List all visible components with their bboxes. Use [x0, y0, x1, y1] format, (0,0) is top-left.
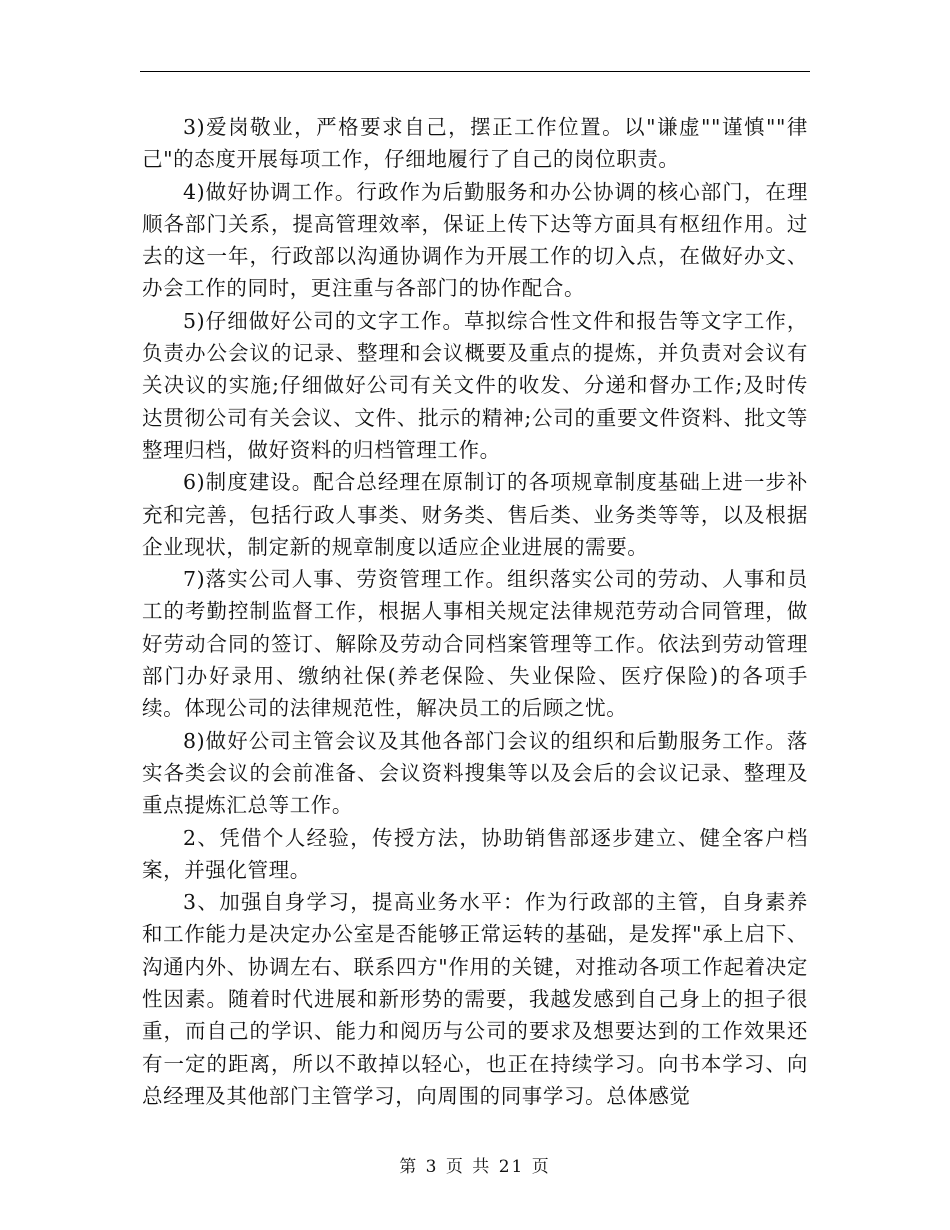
paragraph-8-meetings: 8)做好公司主管会议及其他各部门会议的组织和后勤服务工作。落实各类会议的会前准备、会议资料搜集等以及会后的会议记录、整理及重点提炼汇总等工作。 — [142, 728, 808, 818]
paragraph-6-regulations: 6)制度建设。配合总经理在原制订的各项规章制度基础上进一步补充和完善，包括行政人事类、财务类、售后类、业务类等等，以及根据企业现状，制定新的规章制度以适应企业进展的需要。 — [142, 470, 808, 559]
paragraph-5-documentation: 5)仔细做好公司的文字工作。草拟综合性文件和报告等文字工作，负责办公会议的记录、整理和会议概要及重点的提炼，并负责对会议有关决议的实施;仔细做好公司有关文件的收发、分递和督办工作;及时传达贯彻公司有关会议、文件、批示的精神;公司的重要文件资料、批文等整理归档，做好资料的归档管理工作。 — [142, 308, 808, 462]
header-rule — [140, 71, 810, 72]
paragraph-2-customer-files: 2、凭借个人经验，传授方法，协助销售部逐步建立、健全客户档案，并强化管理。 — [142, 825, 808, 882]
paragraph-4-coordination: 4)做好协调工作。行政作为后勤服务和办公协调的核心部门，在理顺各部门关系，提高管理效率，保证上传下达等方面具有枢纽作用。过去的这一年，行政部以沟通协调作为开展工作的切入点，在做好办文、办会工作的同时，更注重与各部门的协作配合。 — [142, 179, 808, 301]
paragraph-7-personnel: 7)落实公司人事、劳资管理工作。组织落实公司的劳动、人事和员工的考勤控制监督工作，根据人事相关规定法律规范劳动合同管理，做好劳动合同的签订、解除及劳动合同档案管理等工作。依法到劳动管理部门办好录用、缴纳社保(养老保险、失业保险、医疗保险)的各项手续。体现公司的法律规范性，解决员工的后顾之忧。 — [142, 567, 808, 721]
paragraph-3-dedication: 3)爱岗敬业，严格要求自己，摆正工作位置。以"谦虚""谨慎""律己"的态度开展每项工作，仔细地履行了自己的岗位职责。 — [142, 115, 808, 172]
document-body — [142, 111, 808, 1112]
paragraph-3-self-study: 3、加强自身学习，提高业务水平：作为行政部的主管，自身素养和工作能力是决定办公室是否能够正常运转的基础，是发挥"承上启下、沟通内外、协调左右、联系四方"作用的关键，对推动各项工作起着决定性因素。随着时代进展和新形势的需要，我越发感到自己身上的担子很重，而自己的学识、能力和阅历与公司的要求及想要达到的工作效果还有一定的距离，所以不敢掉以轻心，也正在持续学习。向书本学习、向总经理及其他部门主管学习，向周围的同事学习。总体感觉 — [142, 890, 808, 1108]
page-number-footer: 第 3 页 共 21 页 — [399, 1157, 551, 1177]
